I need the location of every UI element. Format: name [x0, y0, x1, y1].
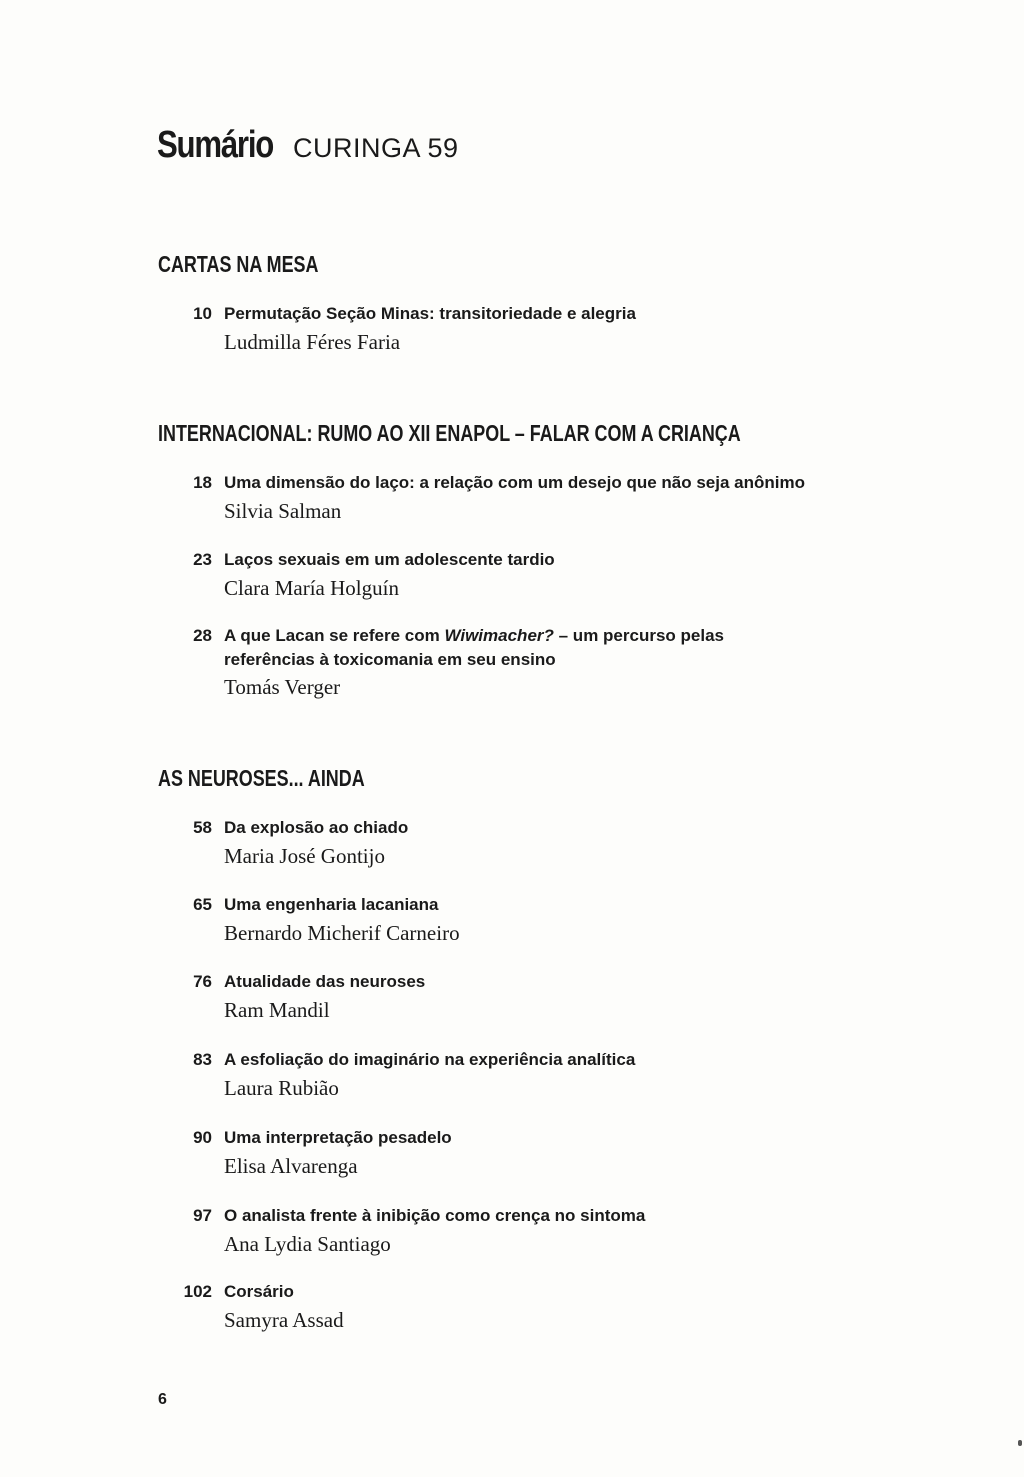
- entry-page-number: 23: [193, 550, 212, 569]
- entry-author: Samyra Assad: [224, 1308, 344, 1332]
- entry-title: Uma interpretação pesadelo: [224, 1128, 452, 1147]
- entry-title: Permutação Seção Minas: transitoriedade e alegria: [224, 304, 636, 323]
- entry-title: A esfoliação do imaginário na experiência analítica: [224, 1050, 636, 1069]
- scan-speck: [1018, 1440, 1022, 1446]
- entry-title: Uma dimensão do laço: a relação com um desejo que não seja anônimo: [224, 473, 805, 492]
- section-heading-as-neuroses: AS NEUROSES... AINDA: [158, 765, 365, 791]
- entry-author: Laura Rubião: [224, 1076, 339, 1100]
- page-folio-number: 6: [158, 1391, 167, 1408]
- entry-author: Ludmilla Féres Faria: [224, 330, 401, 354]
- entry-author: Ram Mandil: [224, 998, 330, 1022]
- entry-title: Atualidade das neuroses: [224, 972, 426, 991]
- entry-author: Clara María Holguín: [224, 576, 399, 600]
- entry-title: O analista frente à inibição como crença no sintoma: [224, 1206, 646, 1225]
- entry-author: Bernardo Micherif Carneiro: [224, 921, 460, 945]
- entry-page-number: 90: [193, 1128, 212, 1147]
- entry-author: Elisa Alvarenga: [224, 1154, 358, 1178]
- entry-title-italic: Wiwimacher?: [444, 626, 554, 645]
- entry-title: [224, 624, 764, 672]
- section-heading-internacional: INTERNACIONAL: RUMO AO XII ENAPOL – FALAR COM A CRIANÇA: [158, 420, 741, 446]
- entry-title: Da explosão ao chiado: [224, 818, 409, 837]
- entry-title: Uma engenharia lacaniana: [224, 895, 439, 914]
- entry-author: Ana Lydia Santiago: [224, 1232, 391, 1256]
- entry-page-number: 58: [193, 818, 212, 837]
- page-title-issue: CURINGA 59: [293, 133, 459, 163]
- entry-page-number: 65: [193, 895, 212, 914]
- page-title: [157, 124, 459, 167]
- entry-title-part: A que Lacan se refere com: [224, 626, 445, 645]
- entry-page-number: 97: [193, 1206, 212, 1225]
- entry-page-number: 76: [193, 972, 212, 991]
- entry-page-number: 28: [193, 626, 212, 645]
- entry-title-part: – um percurso pelas referências à toxicomania em seu ensino: [224, 626, 724, 669]
- entry-author: Maria José Gontijo: [224, 844, 385, 868]
- section-heading-cartas-na-mesa: CARTAS NA MESA: [158, 251, 319, 277]
- entry-page-number: 10: [193, 304, 212, 323]
- entry-author: Tomás Verger: [224, 675, 341, 699]
- entry-title: Laços sexuais em um adolescente tardio: [224, 550, 555, 569]
- entry-author: Silvia Salman: [224, 499, 342, 523]
- entry-page-number: 18: [193, 473, 212, 492]
- page-title-main: Sumário: [157, 124, 274, 166]
- entry-title: Corsário: [224, 1282, 294, 1301]
- entry-page-number: 83: [193, 1050, 212, 1069]
- entry-page-number: 102: [183, 1282, 212, 1301]
